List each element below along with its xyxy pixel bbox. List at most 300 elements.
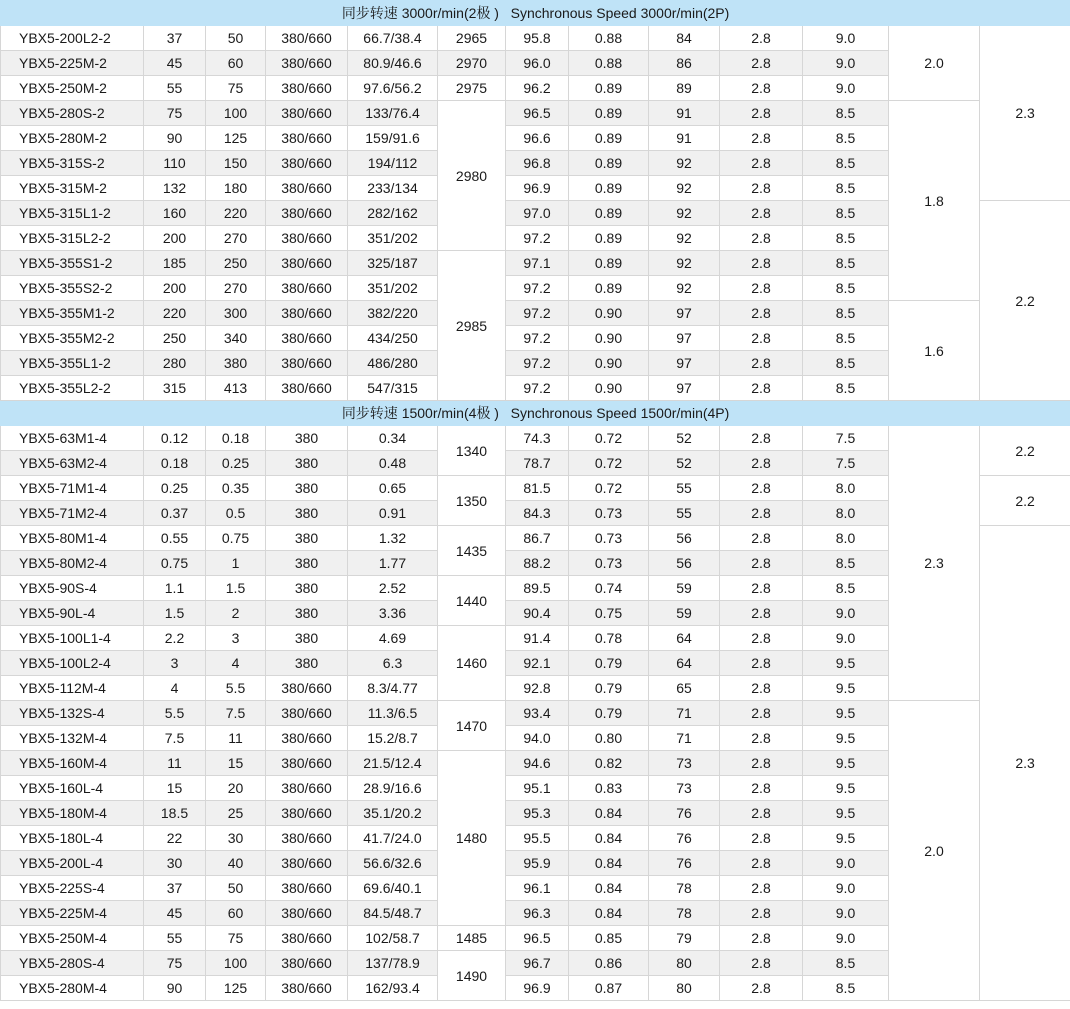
value-cell: 9.5 (803, 826, 889, 851)
value-cell: 4.69 (348, 626, 438, 651)
value-cell: 73 (649, 776, 720, 801)
value-cell: 75 (206, 926, 266, 951)
value-cell: 351/202 (348, 276, 438, 301)
value-cell: 0.72 (569, 451, 649, 476)
value-cell: 0.80 (569, 726, 649, 751)
value-cell: 0.82 (569, 751, 649, 776)
value-cell: 1440 (438, 576, 506, 626)
value-cell: 95.3 (506, 801, 569, 826)
value-cell: 76 (649, 851, 720, 876)
model-cell: YBX5-160M-4 (1, 751, 144, 776)
value-cell: 380 (266, 476, 348, 501)
value-cell: 380/660 (266, 76, 348, 101)
value-cell: 75 (206, 76, 266, 101)
value-cell: 0.73 (569, 551, 649, 576)
value-cell: 74.3 (506, 426, 569, 451)
value-cell: 97 (649, 351, 720, 376)
value-cell: 137/78.9 (348, 951, 438, 976)
value-cell: 0.18 (144, 451, 206, 476)
value-cell: 2.8 (720, 176, 803, 201)
value-cell: 97.6/56.2 (348, 76, 438, 101)
value-cell: 0.89 (569, 76, 649, 101)
model-cell: YBX5-355M2-2 (1, 326, 144, 351)
model-cell: YBX5-355S1-2 (1, 251, 144, 276)
value-cell: 52 (649, 451, 720, 476)
value-cell: 0.89 (569, 126, 649, 151)
value-cell: 96.5 (506, 926, 569, 951)
table-row (1, 101, 1070, 126)
value-cell: 380/660 (266, 201, 348, 226)
value-cell: 45 (144, 901, 206, 926)
value-cell: 8.5 (803, 101, 889, 126)
value-cell: 2.3 (980, 526, 1070, 1001)
value-cell: 90.4 (506, 601, 569, 626)
value-cell: 96.2 (506, 76, 569, 101)
value-cell: 180 (206, 176, 266, 201)
value-cell: 59 (649, 601, 720, 626)
value-cell: 93.4 (506, 701, 569, 726)
value-cell: 2.8 (720, 426, 803, 451)
value-cell: 220 (144, 301, 206, 326)
value-cell: 71 (649, 701, 720, 726)
value-cell: 60 (206, 51, 266, 76)
value-cell: 2.8 (720, 51, 803, 76)
model-cell: YBX5-80M1-4 (1, 526, 144, 551)
model-cell: YBX5-180M-4 (1, 801, 144, 826)
value-cell: 2.8 (720, 101, 803, 126)
value-cell: 110 (144, 151, 206, 176)
value-cell: 55 (649, 501, 720, 526)
value-cell: 78.7 (506, 451, 569, 476)
value-cell: 2.0 (889, 701, 980, 1001)
value-cell: 3 (206, 626, 266, 651)
section-title: 同步转速 1500r/min(4极 ) Synchronous Speed 1500r/min(4P) (1, 401, 1070, 426)
value-cell: 2.8 (720, 201, 803, 226)
value-cell: 9.5 (803, 801, 889, 826)
value-cell: 8.0 (803, 526, 889, 551)
value-cell: 0.75 (206, 526, 266, 551)
value-cell: 96.9 (506, 976, 569, 1001)
value-cell: 91 (649, 126, 720, 151)
value-cell: 282/162 (348, 201, 438, 226)
value-cell: 2.8 (720, 26, 803, 51)
value-cell: 1480 (438, 751, 506, 926)
value-cell: 8.5 (803, 351, 889, 376)
value-cell: 97 (649, 376, 720, 401)
model-cell: YBX5-225M-2 (1, 51, 144, 76)
value-cell: 7.5 (803, 426, 889, 451)
value-cell: 0.5 (206, 501, 266, 526)
value-cell: 0.75 (569, 601, 649, 626)
value-cell: 0.73 (569, 501, 649, 526)
value-cell: 100 (206, 101, 266, 126)
model-cell: YBX5-100L1-4 (1, 626, 144, 651)
value-cell: 52 (649, 426, 720, 451)
value-cell: 79 (649, 926, 720, 951)
value-cell: 2.8 (720, 76, 803, 101)
value-cell: 2.3 (980, 26, 1070, 201)
value-cell: 75 (144, 101, 206, 126)
value-cell: 125 (206, 976, 266, 1001)
model-cell: YBX5-225S-4 (1, 876, 144, 901)
value-cell: 8.5 (803, 326, 889, 351)
value-cell: 92 (649, 151, 720, 176)
value-cell: 37 (144, 26, 206, 51)
value-cell: 2.8 (720, 926, 803, 951)
value-cell: 8.0 (803, 476, 889, 501)
value-cell: 9.5 (803, 751, 889, 776)
value-cell: 97 (649, 301, 720, 326)
value-cell: 0.88 (569, 26, 649, 51)
value-cell: 250 (206, 251, 266, 276)
value-cell: 37 (144, 876, 206, 901)
value-cell: 380 (266, 451, 348, 476)
value-cell: 56.6/32.6 (348, 851, 438, 876)
value-cell: 8.5 (803, 276, 889, 301)
value-cell: 1340 (438, 426, 506, 476)
value-cell: 96.0 (506, 51, 569, 76)
model-cell: YBX5-250M-4 (1, 926, 144, 951)
value-cell: 0.91 (348, 501, 438, 526)
value-cell: 2975 (438, 76, 506, 101)
value-cell: 280 (144, 351, 206, 376)
value-cell: 5.5 (206, 676, 266, 701)
value-cell: 2.8 (720, 126, 803, 151)
value-cell: 92 (649, 176, 720, 201)
value-cell: 0.86 (569, 951, 649, 976)
value-cell: 413 (206, 376, 266, 401)
value-cell: 2 (206, 601, 266, 626)
value-cell: 2.8 (720, 976, 803, 1001)
value-cell: 2.8 (720, 876, 803, 901)
value-cell: 2.8 (720, 276, 803, 301)
value-cell: 2.8 (720, 551, 803, 576)
value-cell: 2.52 (348, 576, 438, 601)
value-cell: 0.89 (569, 276, 649, 301)
model-cell: YBX5-225M-4 (1, 901, 144, 926)
value-cell: 159/91.6 (348, 126, 438, 151)
model-cell: YBX5-355L1-2 (1, 351, 144, 376)
value-cell: 250 (144, 326, 206, 351)
value-cell: 2.2 (980, 201, 1070, 401)
value-cell: 2.2 (144, 626, 206, 651)
value-cell: 56 (649, 526, 720, 551)
value-cell: 9.0 (803, 601, 889, 626)
value-cell: 380 (266, 551, 348, 576)
value-cell: 380/660 (266, 826, 348, 851)
table-row (1, 701, 1070, 726)
value-cell: 97.0 (506, 201, 569, 226)
value-cell: 380 (266, 651, 348, 676)
value-cell: 2.8 (720, 901, 803, 926)
value-cell: 86 (649, 51, 720, 76)
value-cell: 2970 (438, 51, 506, 76)
value-cell: 59 (649, 576, 720, 601)
value-cell: 0.84 (569, 901, 649, 926)
value-cell: 20 (206, 776, 266, 801)
value-cell: 69.6/40.1 (348, 876, 438, 901)
value-cell: 0.34 (348, 426, 438, 451)
value-cell: 8.5 (803, 551, 889, 576)
value-cell: 2.8 (720, 476, 803, 501)
value-cell: 2.8 (720, 751, 803, 776)
value-cell: 380/660 (266, 676, 348, 701)
value-cell: 95.8 (506, 26, 569, 51)
value-cell: 351/202 (348, 226, 438, 251)
value-cell: 380/660 (266, 801, 348, 826)
value-cell: 380/660 (266, 101, 348, 126)
model-cell: YBX5-71M2-4 (1, 501, 144, 526)
value-cell: 102/58.7 (348, 926, 438, 951)
value-cell: 380 (266, 601, 348, 626)
value-cell: 380 (266, 426, 348, 451)
value-cell: 0.74 (569, 576, 649, 601)
value-cell: 8.5 (803, 226, 889, 251)
value-cell: 0.89 (569, 226, 649, 251)
value-cell: 1490 (438, 951, 506, 1001)
value-cell: 4 (144, 676, 206, 701)
model-cell: YBX5-90S-4 (1, 576, 144, 601)
model-cell: YBX5-100L2-4 (1, 651, 144, 676)
value-cell: 97.2 (506, 351, 569, 376)
value-cell: 8.5 (803, 201, 889, 226)
value-cell: 380/660 (266, 876, 348, 901)
value-cell: 380 (266, 501, 348, 526)
value-cell: 2.8 (720, 801, 803, 826)
value-cell: 0.55 (144, 526, 206, 551)
value-cell: 0.78 (569, 626, 649, 651)
value-cell: 380/660 (266, 851, 348, 876)
value-cell: 2.8 (720, 726, 803, 751)
value-cell: 60 (206, 901, 266, 926)
value-cell: 270 (206, 226, 266, 251)
value-cell: 56 (649, 551, 720, 576)
value-cell: 91.4 (506, 626, 569, 651)
value-cell: 28.9/16.6 (348, 776, 438, 801)
value-cell: 84.5/48.7 (348, 901, 438, 926)
value-cell: 76 (649, 826, 720, 851)
value-cell: 11 (206, 726, 266, 751)
value-cell: 100 (206, 951, 266, 976)
value-cell: 0.12 (144, 426, 206, 451)
value-cell: 325/187 (348, 251, 438, 276)
value-cell: 380/660 (266, 951, 348, 976)
model-cell: YBX5-280M-2 (1, 126, 144, 151)
value-cell: 15.2/8.7 (348, 726, 438, 751)
value-cell: 380/660 (266, 151, 348, 176)
value-cell: 0.73 (569, 526, 649, 551)
value-cell: 78 (649, 876, 720, 901)
value-cell: 8.0 (803, 501, 889, 526)
model-cell: YBX5-132M-4 (1, 726, 144, 751)
section-title: 同步转速 3000r/min(2极 ) Synchronous Speed 3000r/min(2P) (1, 1, 1070, 26)
value-cell: 86.7 (506, 526, 569, 551)
value-cell: 0.88 (569, 51, 649, 76)
value-cell: 92.8 (506, 676, 569, 701)
value-cell: 11.3/6.5 (348, 701, 438, 726)
value-cell: 434/250 (348, 326, 438, 351)
value-cell: 9.0 (803, 76, 889, 101)
value-cell: 55 (144, 76, 206, 101)
value-cell: 380 (206, 351, 266, 376)
value-cell: 380/660 (266, 26, 348, 51)
value-cell: 486/280 (348, 351, 438, 376)
value-cell: 3.36 (348, 601, 438, 626)
value-cell: 200 (144, 226, 206, 251)
section-header-row (1, 1, 1070, 26)
value-cell: 92 (649, 251, 720, 276)
model-cell: YBX5-315L1-2 (1, 201, 144, 226)
value-cell: 380/660 (266, 976, 348, 1001)
value-cell: 8.5 (803, 251, 889, 276)
value-cell: 2.8 (720, 951, 803, 976)
value-cell: 8.5 (803, 176, 889, 201)
value-cell: 84.3 (506, 501, 569, 526)
value-cell: 8.5 (803, 376, 889, 401)
value-cell: 0.84 (569, 876, 649, 901)
value-cell: 380/660 (266, 276, 348, 301)
value-cell: 96.6 (506, 126, 569, 151)
value-cell: 18.5 (144, 801, 206, 826)
value-cell: 50 (206, 26, 266, 51)
model-cell: YBX5-250M-2 (1, 76, 144, 101)
value-cell: 300 (206, 301, 266, 326)
model-cell: YBX5-80M2-4 (1, 551, 144, 576)
value-cell: 2.8 (720, 776, 803, 801)
value-cell: 133/76.4 (348, 101, 438, 126)
value-cell: 9.0 (803, 851, 889, 876)
value-cell: 0.89 (569, 176, 649, 201)
value-cell: 90 (144, 976, 206, 1001)
value-cell: 6.3 (348, 651, 438, 676)
value-cell: 95.1 (506, 776, 569, 801)
value-cell: 233/134 (348, 176, 438, 201)
value-cell: 2980 (438, 101, 506, 251)
value-cell: 30 (206, 826, 266, 851)
value-cell: 2.8 (720, 501, 803, 526)
model-cell: YBX5-71M1-4 (1, 476, 144, 501)
model-cell: YBX5-315M-2 (1, 176, 144, 201)
value-cell: 0.37 (144, 501, 206, 526)
value-cell: 55 (144, 926, 206, 951)
value-cell: 9.5 (803, 726, 889, 751)
value-cell: 2.8 (720, 376, 803, 401)
value-cell: 380/660 (266, 226, 348, 251)
value-cell: 96.5 (506, 101, 569, 126)
value-cell: 125 (206, 126, 266, 151)
value-cell: 3 (144, 651, 206, 676)
value-cell: 11 (144, 751, 206, 776)
value-cell: 80 (649, 951, 720, 976)
value-cell: 75 (144, 951, 206, 976)
value-cell: 9.0 (803, 51, 889, 76)
value-cell: 90 (144, 126, 206, 151)
value-cell: 97.2 (506, 301, 569, 326)
value-cell: 95.9 (506, 851, 569, 876)
value-cell: 96.3 (506, 901, 569, 926)
value-cell: 0.83 (569, 776, 649, 801)
value-cell: 4 (206, 651, 266, 676)
value-cell: 2.8 (720, 676, 803, 701)
value-cell: 76 (649, 801, 720, 826)
value-cell: 50 (206, 876, 266, 901)
value-cell: 0.84 (569, 851, 649, 876)
value-cell: 65 (649, 676, 720, 701)
value-cell: 150 (206, 151, 266, 176)
value-cell: 9.0 (803, 876, 889, 901)
value-cell: 2.3 (889, 426, 980, 701)
model-cell: YBX5-280S-2 (1, 101, 144, 126)
value-cell: 0.79 (569, 676, 649, 701)
model-cell: YBX5-63M2-4 (1, 451, 144, 476)
value-cell: 2.0 (889, 26, 980, 101)
value-cell: 0.90 (569, 301, 649, 326)
value-cell: 2.8 (720, 326, 803, 351)
value-cell: 2.8 (720, 826, 803, 851)
value-cell: 0.72 (569, 426, 649, 451)
value-cell: 92 (649, 276, 720, 301)
value-cell: 92.1 (506, 651, 569, 676)
value-cell: 97.2 (506, 276, 569, 301)
value-cell: 1470 (438, 701, 506, 751)
value-cell: 2.8 (720, 451, 803, 476)
value-cell: 21.5/12.4 (348, 751, 438, 776)
value-cell: 0.84 (569, 826, 649, 851)
value-cell: 89.5 (506, 576, 569, 601)
value-cell: 9.5 (803, 776, 889, 801)
value-cell: 380/660 (266, 751, 348, 776)
value-cell: 2.8 (720, 651, 803, 676)
value-cell: 9.0 (803, 901, 889, 926)
value-cell: 0.79 (569, 701, 649, 726)
value-cell: 8.5 (803, 976, 889, 1001)
value-cell: 380/660 (266, 51, 348, 76)
value-cell: 97.2 (506, 376, 569, 401)
value-cell: 89 (649, 76, 720, 101)
value-cell: 8.5 (803, 151, 889, 176)
value-cell: 1 (206, 551, 266, 576)
value-cell: 15 (144, 776, 206, 801)
value-cell: 78 (649, 901, 720, 926)
value-cell: 30 (144, 851, 206, 876)
model-cell: YBX5-200L-4 (1, 851, 144, 876)
model-cell: YBX5-200L2-2 (1, 26, 144, 51)
value-cell: 2.8 (720, 526, 803, 551)
value-cell: 7.5 (206, 701, 266, 726)
value-cell: 0.65 (348, 476, 438, 501)
model-cell: YBX5-280S-4 (1, 951, 144, 976)
model-cell: YBX5-355M1-2 (1, 301, 144, 326)
value-cell: 0.84 (569, 801, 649, 826)
value-cell: 64 (649, 626, 720, 651)
value-cell: 0.87 (569, 976, 649, 1001)
value-cell: 0.85 (569, 926, 649, 951)
value-cell: 2.8 (720, 601, 803, 626)
value-cell: 8.5 (803, 126, 889, 151)
model-cell: YBX5-63M1-4 (1, 426, 144, 451)
value-cell: 9.5 (803, 701, 889, 726)
value-cell: 2.2 (980, 476, 1070, 526)
value-cell: 71 (649, 726, 720, 751)
value-cell: 1460 (438, 626, 506, 701)
value-cell: 97.2 (506, 326, 569, 351)
value-cell: 73 (649, 751, 720, 776)
value-cell: 382/220 (348, 301, 438, 326)
value-cell: 547/315 (348, 376, 438, 401)
value-cell: 8.5 (803, 301, 889, 326)
value-cell: 0.90 (569, 351, 649, 376)
value-cell: 8.5 (803, 951, 889, 976)
